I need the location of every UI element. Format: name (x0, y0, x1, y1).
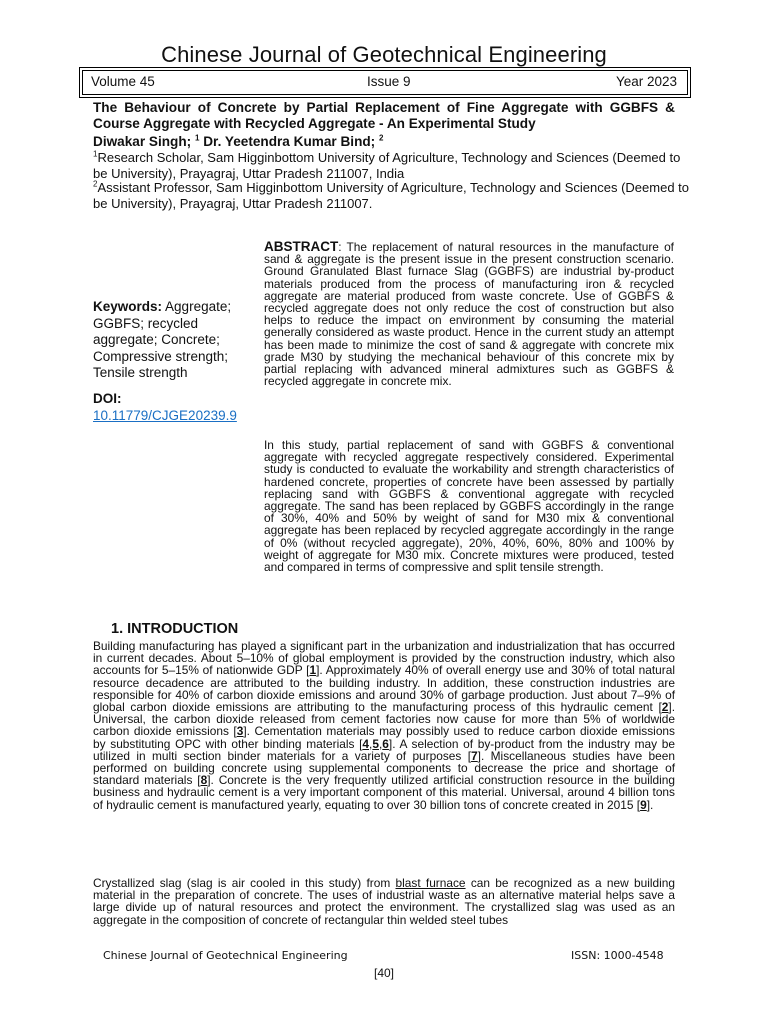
citation-3[interactable]: 3 (236, 724, 244, 739)
citation-7[interactable]: 7 (471, 748, 478, 763)
issue-label: Issue 9 (367, 74, 411, 89)
section-heading-introduction: 1. INTRODUCTION (111, 621, 239, 637)
author-1-sup: 1 (194, 133, 200, 143)
intro-text: ]. Concrete is the very frequently utilized artificial construction resource in the building business and hydraulic cement is a very important component of this material. Universal, around 4 billion tons of hydraulic cement is manufactured yearly, equating to over 30 billion tons of concrete created in 2015 [ (93, 773, 675, 812)
citation-5[interactable]: 5 (372, 736, 379, 751)
year-label: Year 2023 (615, 74, 677, 89)
affiliation-1-text: Research Scholar, Sam Higginbottom University of Agriculture, Technology and Sciences (Deemed to be University), Prayagraj, Uttar Pradesh 211007, India (93, 150, 681, 181)
citation-6[interactable]: 6 (382, 736, 389, 751)
citation-9[interactable]: 9 (640, 797, 647, 812)
intro-text: can be recognized as a new building material in the preparation of concrete. The uses of industrial waste as an alternative material helps save a large divide up of natural resources and protect the environment. The crystallized slag was used as an aggregate in the composition of concrete of rectangular thin welded steel tubes (93, 876, 675, 927)
intro-text: ]. Universal, the carbon dioxide released from cement factories now cause for more than 5% of worldwide carbon dioxide emissions [ (93, 700, 675, 739)
affiliation-2 (93, 180, 693, 211)
issue-info-bar (82, 70, 688, 95)
journal-title: Chinese Journal of Geotechnical Engineering (161, 42, 607, 67)
author-2-sup: 2 (379, 133, 384, 143)
affiliation-1-sup: 1 (93, 149, 98, 159)
blast-furnace-link[interactable]: blast furnace (395, 876, 466, 890)
citation-8[interactable]: 8 (200, 773, 208, 788)
abstract-label: ABSTRACT (264, 239, 339, 254)
intro-text: ]. Cementation materials may possibly used to reduce carbon dioxide emissions by substituting OPC with other binding materials [ (93, 724, 675, 751)
intro-text: ]. Miscellaneous studies have been performed on building concrete using supplemental components to decrease the price and shortage of standard materials [ (93, 748, 676, 788)
abstract-paragraph-2: In this study, partial replacement of sand with GGBFS & conventional aggregate with recycled aggregate respectively considered. Experimental study is conducted to evaluate the workability and strength characteristics of hardened concrete, properties of concrete have been assessed by partially replacing sand with GGBFS & conventional aggregate with recycled aggregate. The sand has been replaced by GGBFS accordingly in the range of 30%, 40% and 50% by weight of sand for M30 mix & conventional aggregate has been replaced by recycled aggregate accordingly in the range of 0% (without recycled aggregate), 20%, 40%, 60%, 80% and 100% by weight of aggregate for M30 mix. Concrete mixtures were produced, tested and compared in terms of compressive and split tensile strength. (264, 438, 674, 575)
intro-text: Building manufacturing has played a significant part in the urbanization and industrialization that has occurred in current decades. About 5–10% of global employment is provided by the construction industry, which also accounts for 5–15% of nationwide GDP [ (93, 639, 675, 678)
intro-paragraph-2 (93, 877, 675, 926)
affiliation-2-text: Assistant Professor, Sam Higginbottom University of Agriculture, Technology and Sciences (Deemed to be University), Prayagraj, Uttar Pradesh 211007. (93, 180, 689, 211)
volume-label: Volume 45 (91, 74, 155, 89)
doi-block (93, 390, 237, 424)
abstract-text-1: : The replacement of natural resources in the manufacture of sand & aggregate is the present issue in the present construction scenario. Ground Granulated Blast furnace Slag (GGBFS) are industrial by-product materials produced from the process of manufacturing iron & recycled aggregate are material produced from waste concrete. Use of GGBFS & recycled aggregate does not only reduce the cost of construction but also helps to reduce the impact on environment by consuming the material generally considered as waste product. Hence in the current study an attempt has been made to minimize the cost of sand & aggregate with concrete mix grade M30 by studying the mechanical behaviour of this concrete mix by partial replacing with advanced mineral admixtures such as GGBFS & recycled aggregate in concrete mix. (264, 240, 674, 389)
page-number: [40] (373, 966, 394, 980)
intro-text: ]. Approximately 40% of overall energy use and 30% of total natural resource decadence are attributed to the building industry. In addition, these construction industries are responsible for 40% of carbon dioxide emissions and around 30% of garbage production. Just about 7–9% of global carbon dioxide emissions are attributing to the manufacturing process of this hydraulic cement [ (93, 663, 675, 715)
author-2: Dr. Yeetendra Kumar Bind; (203, 134, 376, 149)
citation-4[interactable]: 4 (362, 736, 370, 751)
intro-text: Crystallized slag (slag is air cooled in this study) from (93, 876, 396, 890)
author-line (93, 134, 383, 149)
footer-issn: ISSN: 1000-4548 (571, 949, 664, 962)
citation-2[interactable]: 2 (661, 700, 669, 715)
intro-text: ]. (646, 797, 654, 812)
footer-journal: Chinese Journal of Geotechnical Engineering (103, 949, 348, 962)
intro-paragraph-1 (93, 640, 675, 811)
author-1: Diwakar Singh; (93, 134, 192, 149)
keywords-block (93, 299, 253, 382)
citation-separator: , (369, 736, 373, 751)
citation-separator: , (378, 736, 383, 751)
intro-text: ]. A selection of by-product from the industry may be utilized in multi section binder materials for a variety of purposes [ (93, 736, 675, 763)
paper-title: The Behaviour of Concrete by Partial Replacement of Fine Aggregate with GGBFS & Course Aggregate with Recycled Aggregate - An Experimental Study (93, 100, 675, 131)
keywords-text: Aggregate; GGBFS; recycled aggregate; Concrete; Compressive strength; Tensile strength (93, 299, 232, 380)
affiliation-1 (93, 150, 693, 181)
abstract-paragraph-1 (264, 241, 674, 387)
keywords-label: Keywords: (93, 299, 163, 314)
doi-link[interactable]: 10.11779/CJGE20239.9 (93, 408, 237, 423)
citation-1[interactable]: 1 (309, 663, 317, 678)
affiliation-2-sup: 2 (93, 179, 98, 189)
doi-label: DOI: (93, 391, 122, 406)
